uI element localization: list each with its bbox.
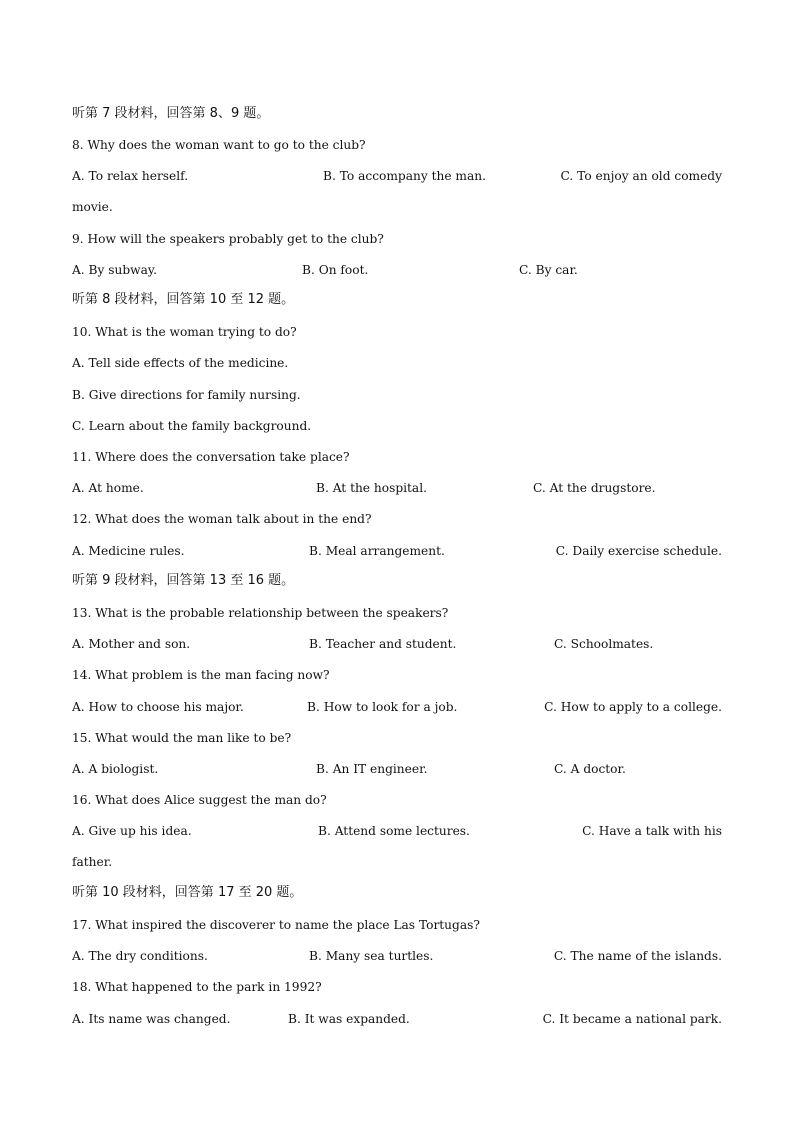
option-b: B. Many sea turtles. [309, 949, 434, 963]
question-16-stem: 16. What does Alice suggest the man do? [72, 793, 327, 807]
option-a: A. How to choose his major. [72, 700, 244, 714]
option-b: B. Meal arrangement. [309, 544, 445, 558]
option-a: A. Its name was changed. [72, 1012, 231, 1026]
option-c: C. Daily exercise schedule. [555, 544, 722, 558]
question-9-stem: 9. How will the speakers probably get to the club? [72, 232, 384, 246]
option-b: B. To accompany the man. [323, 169, 486, 183]
option-b: B. An IT engineer. [316, 762, 428, 776]
question-17-stem: 17. What inspired the discoverer to name the place Las Tortugas? [72, 918, 480, 932]
question-10-option-a: A. Tell side effects of the medicine. [72, 356, 289, 370]
option-c: C. It became a national park. [542, 1012, 722, 1026]
option-c: C. How to apply to a college. [544, 700, 722, 714]
question-11-stem: 11. Where does the conversation take place? [72, 450, 350, 464]
option-c: C. Have a talk with his [582, 824, 722, 838]
option-b: B. At the hospital. [316, 481, 427, 495]
question-10-stem: 10. What is the woman trying to do? [72, 325, 297, 339]
option-a: A. Medicine rules. [72, 544, 185, 558]
option-b: B. Attend some lectures. [318, 824, 470, 838]
section-heading-10: 听第 10 段材料，回答第 17 至 20 题。 [72, 885, 303, 900]
option-a: A. Give up his idea. [72, 824, 192, 838]
option-c: C. At the drugstore. [533, 481, 656, 495]
option-b: B. On foot. [302, 263, 369, 277]
section-heading-7: 听第 7 段材料，回答第 8、9 题。 [72, 106, 270, 121]
option-c: C. To enjoy an old comedy [560, 169, 722, 183]
question-15-stem: 15. What would the man like to be? [72, 731, 292, 745]
option-c-continuation: father. [72, 855, 113, 869]
option-c: C. Schoolmates. [554, 637, 654, 651]
option-c-continuation: movie. [72, 200, 113, 214]
option-a: A. At home. [72, 481, 144, 495]
section-heading-8: 听第 8 段材料，回答第 10 至 12 题。 [72, 292, 295, 307]
question-14-stem: 14. What problem is the man facing now? [72, 668, 330, 682]
question-8-stem: 8. Why does the woman want to go to the club? [72, 138, 366, 152]
option-b: B. How to look for a job. [307, 700, 458, 714]
question-10-option-c: C. Learn about the family background. [72, 419, 312, 433]
question-12-stem: 12. What does the woman talk about in the end? [72, 512, 372, 526]
option-a: A. To relax herself. [72, 169, 189, 183]
question-13-stem: 13. What is the probable relationship between the speakers? [72, 606, 449, 620]
option-a: A. Mother and son. [72, 637, 191, 651]
option-c: C. A doctor. [554, 762, 626, 776]
option-c: C. The name of the islands. [553, 949, 722, 963]
question-10-option-b: B. Give directions for family nursing. [72, 388, 301, 402]
option-a: A. A biologist. [72, 762, 159, 776]
option-a: A. By subway. [72, 263, 158, 277]
section-heading-9: 听第 9 段材料，回答第 13 至 16 题。 [72, 573, 295, 588]
option-b: B. Teacher and student. [309, 637, 457, 651]
question-18-stem: 18. What happened to the park in 1992? [72, 980, 322, 994]
option-c: C. By car. [519, 263, 578, 277]
option-a: A. The dry conditions. [72, 949, 208, 963]
option-b: B. It was expanded. [288, 1012, 410, 1026]
